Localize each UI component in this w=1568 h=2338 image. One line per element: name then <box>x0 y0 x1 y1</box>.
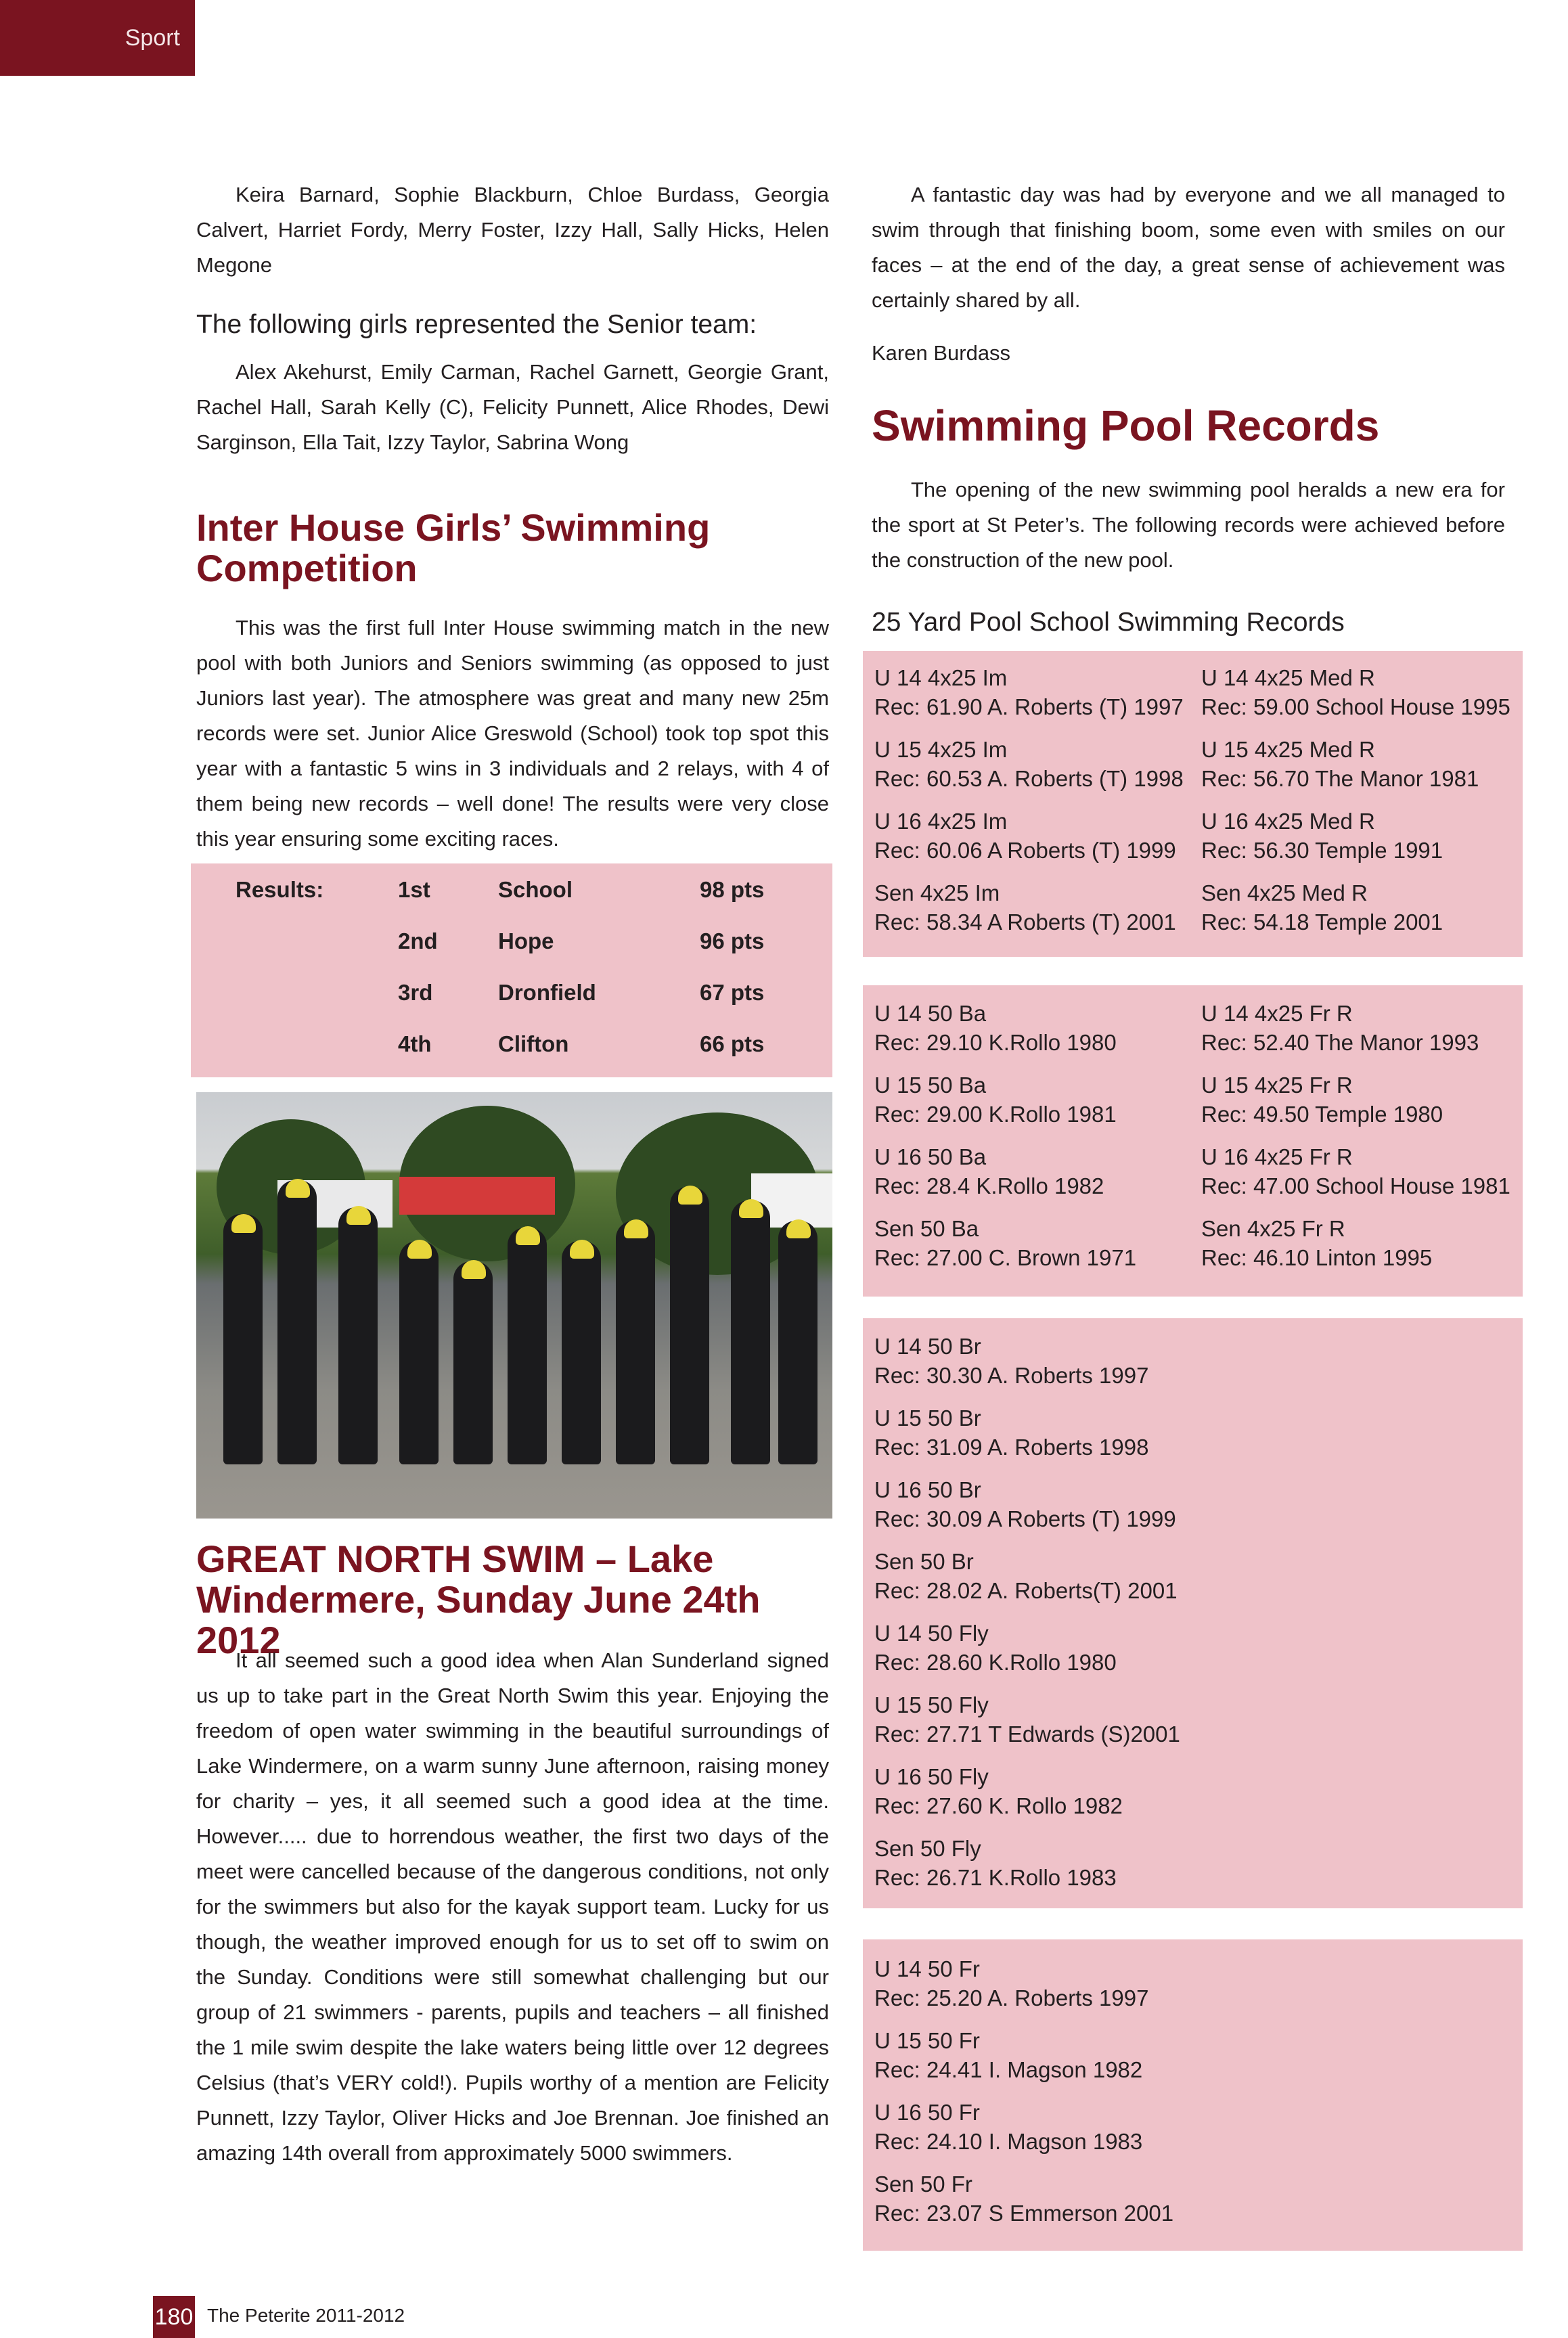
continued-body: A fantastic day was had by everyone and we all managed to swim through that finishing boom, some even with smiles on our faces – at the end of the day, a great sense of achievement was certainly shared by all. <box>872 183 1505 312</box>
record-entry: U 16 50 Fly Rec: 27.60 K. Rollo 1982 <box>874 1764 1123 1818</box>
result-house: Hope <box>498 928 554 953</box>
record-entry: Sen 50 Fr Rec: 23.07 S Emmerson 2001 <box>874 2172 1174 2226</box>
result-points: 67 pts <box>700 980 765 1005</box>
great-north-swim-title: GREAT NORTH SWIM – Lake Windermere, Sunday June 24th 2012 <box>196 1537 761 1661</box>
intro-names-block <box>196 177 829 283</box>
results-label: Results: <box>236 877 324 902</box>
record-entry: U 15 50 Fly Rec: 27.71 T Edwards (S)2001 <box>874 1692 1180 1747</box>
record-entry: U 14 4x25 Im Rec: 61.90 A. Roberts (T) 1997 <box>874 665 1184 719</box>
record-entry: U 16 4x25 Fr R Rec: 47.00 School House 1981 <box>1201 1144 1510 1198</box>
section-tab <box>0 0 195 76</box>
senior-names: Alex Akehurst, Emily Carman, Rachel Garnett, Georgie Grant, Rachel Hall, Sarah Kelly (C), Felicity Punnett, Alice Rhodes, Dewi Sarginson, Ella Tait, Izzy Taylor, Sabrina Wong <box>196 360 829 454</box>
senior-names-block <box>196 355 829 460</box>
record-entry: Sen 50 Fly Rec: 26.71 K.Rollo 1983 <box>874 1836 1117 1890</box>
great-north-swim-body: It all seemed such a good idea when Alan Sunderland signed us up to take part in the Great North Swim this year. Enjoying the freedom of open water swimming in the beautiful surroundings of Lake Windermere, on a warm sunny June afternoon, raising money for charity – yes, it all seemed such a good idea at the time. However..... due to horrendous weather, the first two days of the meet were cancelled because of the dangerous conditions, not only for the swimmers but also for the kayak support team. Lucky for us though, the weather improved enough for us to set off to swim on the Sunday. Conditions were still somewhat challenging but our group of 21 swimmers - parents, pupils and teachers – all finished the 1 mile swim despite the lake waters being little over 12 degrees Celsius (that’s VERY cold!). Pupils worthy of a mention are Felicity Punnett, Izzy Taylor, Oliver Hicks and Joe Brennan. Joe finished an amazing 14th overall from approximately 5000 swimmers. <box>196 1648 829 2165</box>
result-place: 4th <box>398 1031 432 1056</box>
record-entry: Sen 4x25 Im Rec: 58.34 A Roberts (T) 2001 <box>874 880 1176 935</box>
records-heading: 25 Yard Pool School Swimming Records <box>872 608 1345 637</box>
records-group <box>863 1318 1523 1908</box>
result-points: 98 pts <box>700 877 765 902</box>
result-place: 2nd <box>398 928 438 953</box>
result-points: 66 pts <box>700 1031 765 1056</box>
record-entry: Sen 50 Ba Rec: 27.00 C. Brown 1971 <box>874 1216 1137 1270</box>
result-house: School <box>498 877 573 902</box>
continued-body-block <box>872 177 1505 318</box>
records-group <box>863 985 1523 1297</box>
results-row <box>191 928 832 976</box>
results-row <box>191 1031 832 1079</box>
record-entry: Sen 50 Br Rec: 28.02 A. Roberts(T) 2001 <box>874 1549 1178 1603</box>
result-place: 3rd <box>398 980 433 1005</box>
record-entry: U 16 50 Ba Rec: 28.4 K.Rollo 1982 <box>874 1144 1104 1198</box>
record-entry: U 16 4x25 Med R Rec: 56.30 Temple 1991 <box>1201 809 1443 863</box>
result-points: 96 pts <box>700 928 765 953</box>
records-intro: The opening of the new swimming pool heralds a new era for the sport at St Peter’s. The following records were achieved before the construction of the new pool. <box>872 478 1505 572</box>
section-label: Sport <box>125 24 180 51</box>
page-number: 180 <box>153 2296 195 2338</box>
inter-house-title: Inter House Girls’ Swimming Competition <box>196 506 711 589</box>
record-entry: U 15 4x25 Fr R Rec: 49.50 Temple 1980 <box>1201 1073 1443 1127</box>
record-entry: U 14 50 Br Rec: 30.30 A. Roberts 1997 <box>874 1334 1149 1388</box>
record-entry: U 14 50 Fr Rec: 25.20 A. Roberts 1997 <box>874 1956 1149 2010</box>
senior-team-heading: The following girls represented the Senior team: <box>196 310 757 339</box>
result-house: Dronfield <box>498 980 596 1005</box>
gns-title-block <box>196 1539 829 1661</box>
record-entry: U 14 4x25 Med R Rec: 59.00 School House 1995 <box>1201 665 1510 719</box>
record-entry: U 15 4x25 Med R Rec: 56.70 The Manor 1981 <box>1201 737 1479 791</box>
records-title: Swimming Pool Records <box>872 401 1380 450</box>
results-row <box>191 877 832 924</box>
record-entry: U 16 50 Fr Rec: 24.10 I. Magson 1983 <box>874 2100 1143 2154</box>
author-name: Karen Burdass <box>872 341 1011 365</box>
senior-heading-block <box>196 310 829 340</box>
results-row <box>191 980 832 1027</box>
group-photo <box>196 1092 832 1519</box>
record-entry: Sen 4x25 Fr R Rec: 46.10 Linton 1995 <box>1201 1216 1433 1270</box>
record-entry: U 14 50 Fly Rec: 28.60 K.Rollo 1980 <box>874 1621 1117 1675</box>
result-place: 1st <box>398 877 430 902</box>
results-table <box>191 863 832 1077</box>
inter-house-title-block <box>196 508 738 589</box>
records-intro-block <box>872 472 1505 578</box>
records-group <box>863 1939 1523 2251</box>
record-entry: U 15 4x25 Im Rec: 60.53 A. Roberts (T) 1998 <box>874 737 1184 791</box>
intro-names: Keira Barnard, Sophie Blackburn, Chloe Burdass, Georgia Calvert, Harriet Fordy, Merry Foster, Izzy Hall, Sally Hicks, Helen Megone <box>196 183 829 277</box>
inter-house-body: This was the first full Inter House swimming match in the new pool with both Juniors and Seniors swimming (as opposed to just Juniors last year). The atmosphere was great and many new 25m records were set. Junior Alice Greswold (School) took top spot this year with a fantastic 5 wins in 3 individuals and 2 relays, with 4 of them being new records – well done! The results were very close this year ensuring some exciting races. <box>196 616 829 851</box>
records-group <box>863 651 1523 957</box>
records-title-block <box>872 402 1505 449</box>
record-entry: U 14 4x25 Fr R Rec: 52.40 The Manor 1993 <box>1201 1001 1479 1055</box>
record-entry: Sen 4x25 Med R Rec: 54.18 Temple 2001 <box>1201 880 1443 935</box>
record-entry: U 15 50 Br Rec: 31.09 A. Roberts 1998 <box>874 1406 1149 1460</box>
record-entry: U 14 50 Ba Rec: 29.10 K.Rollo 1980 <box>874 1001 1117 1055</box>
record-entry: U 15 50 Ba Rec: 29.00 K.Rollo 1981 <box>874 1073 1117 1127</box>
record-entry: U 15 50 Fr Rec: 24.41 I. Magson 1982 <box>874 2028 1143 2082</box>
author-block <box>872 336 1505 371</box>
gns-body-block <box>196 1643 829 2171</box>
records-heading-block <box>872 608 1505 637</box>
inter-house-body-block <box>196 610 829 857</box>
record-entry: U 16 4x25 Im Rec: 60.06 A Roberts (T) 1999 <box>874 809 1176 863</box>
result-house: Clifton <box>498 1031 569 1056</box>
publication-title: The Peterite 2011-2012 <box>207 2305 405 2326</box>
record-entry: U 16 50 Br Rec: 30.09 A Roberts (T) 1999 <box>874 1477 1176 1531</box>
